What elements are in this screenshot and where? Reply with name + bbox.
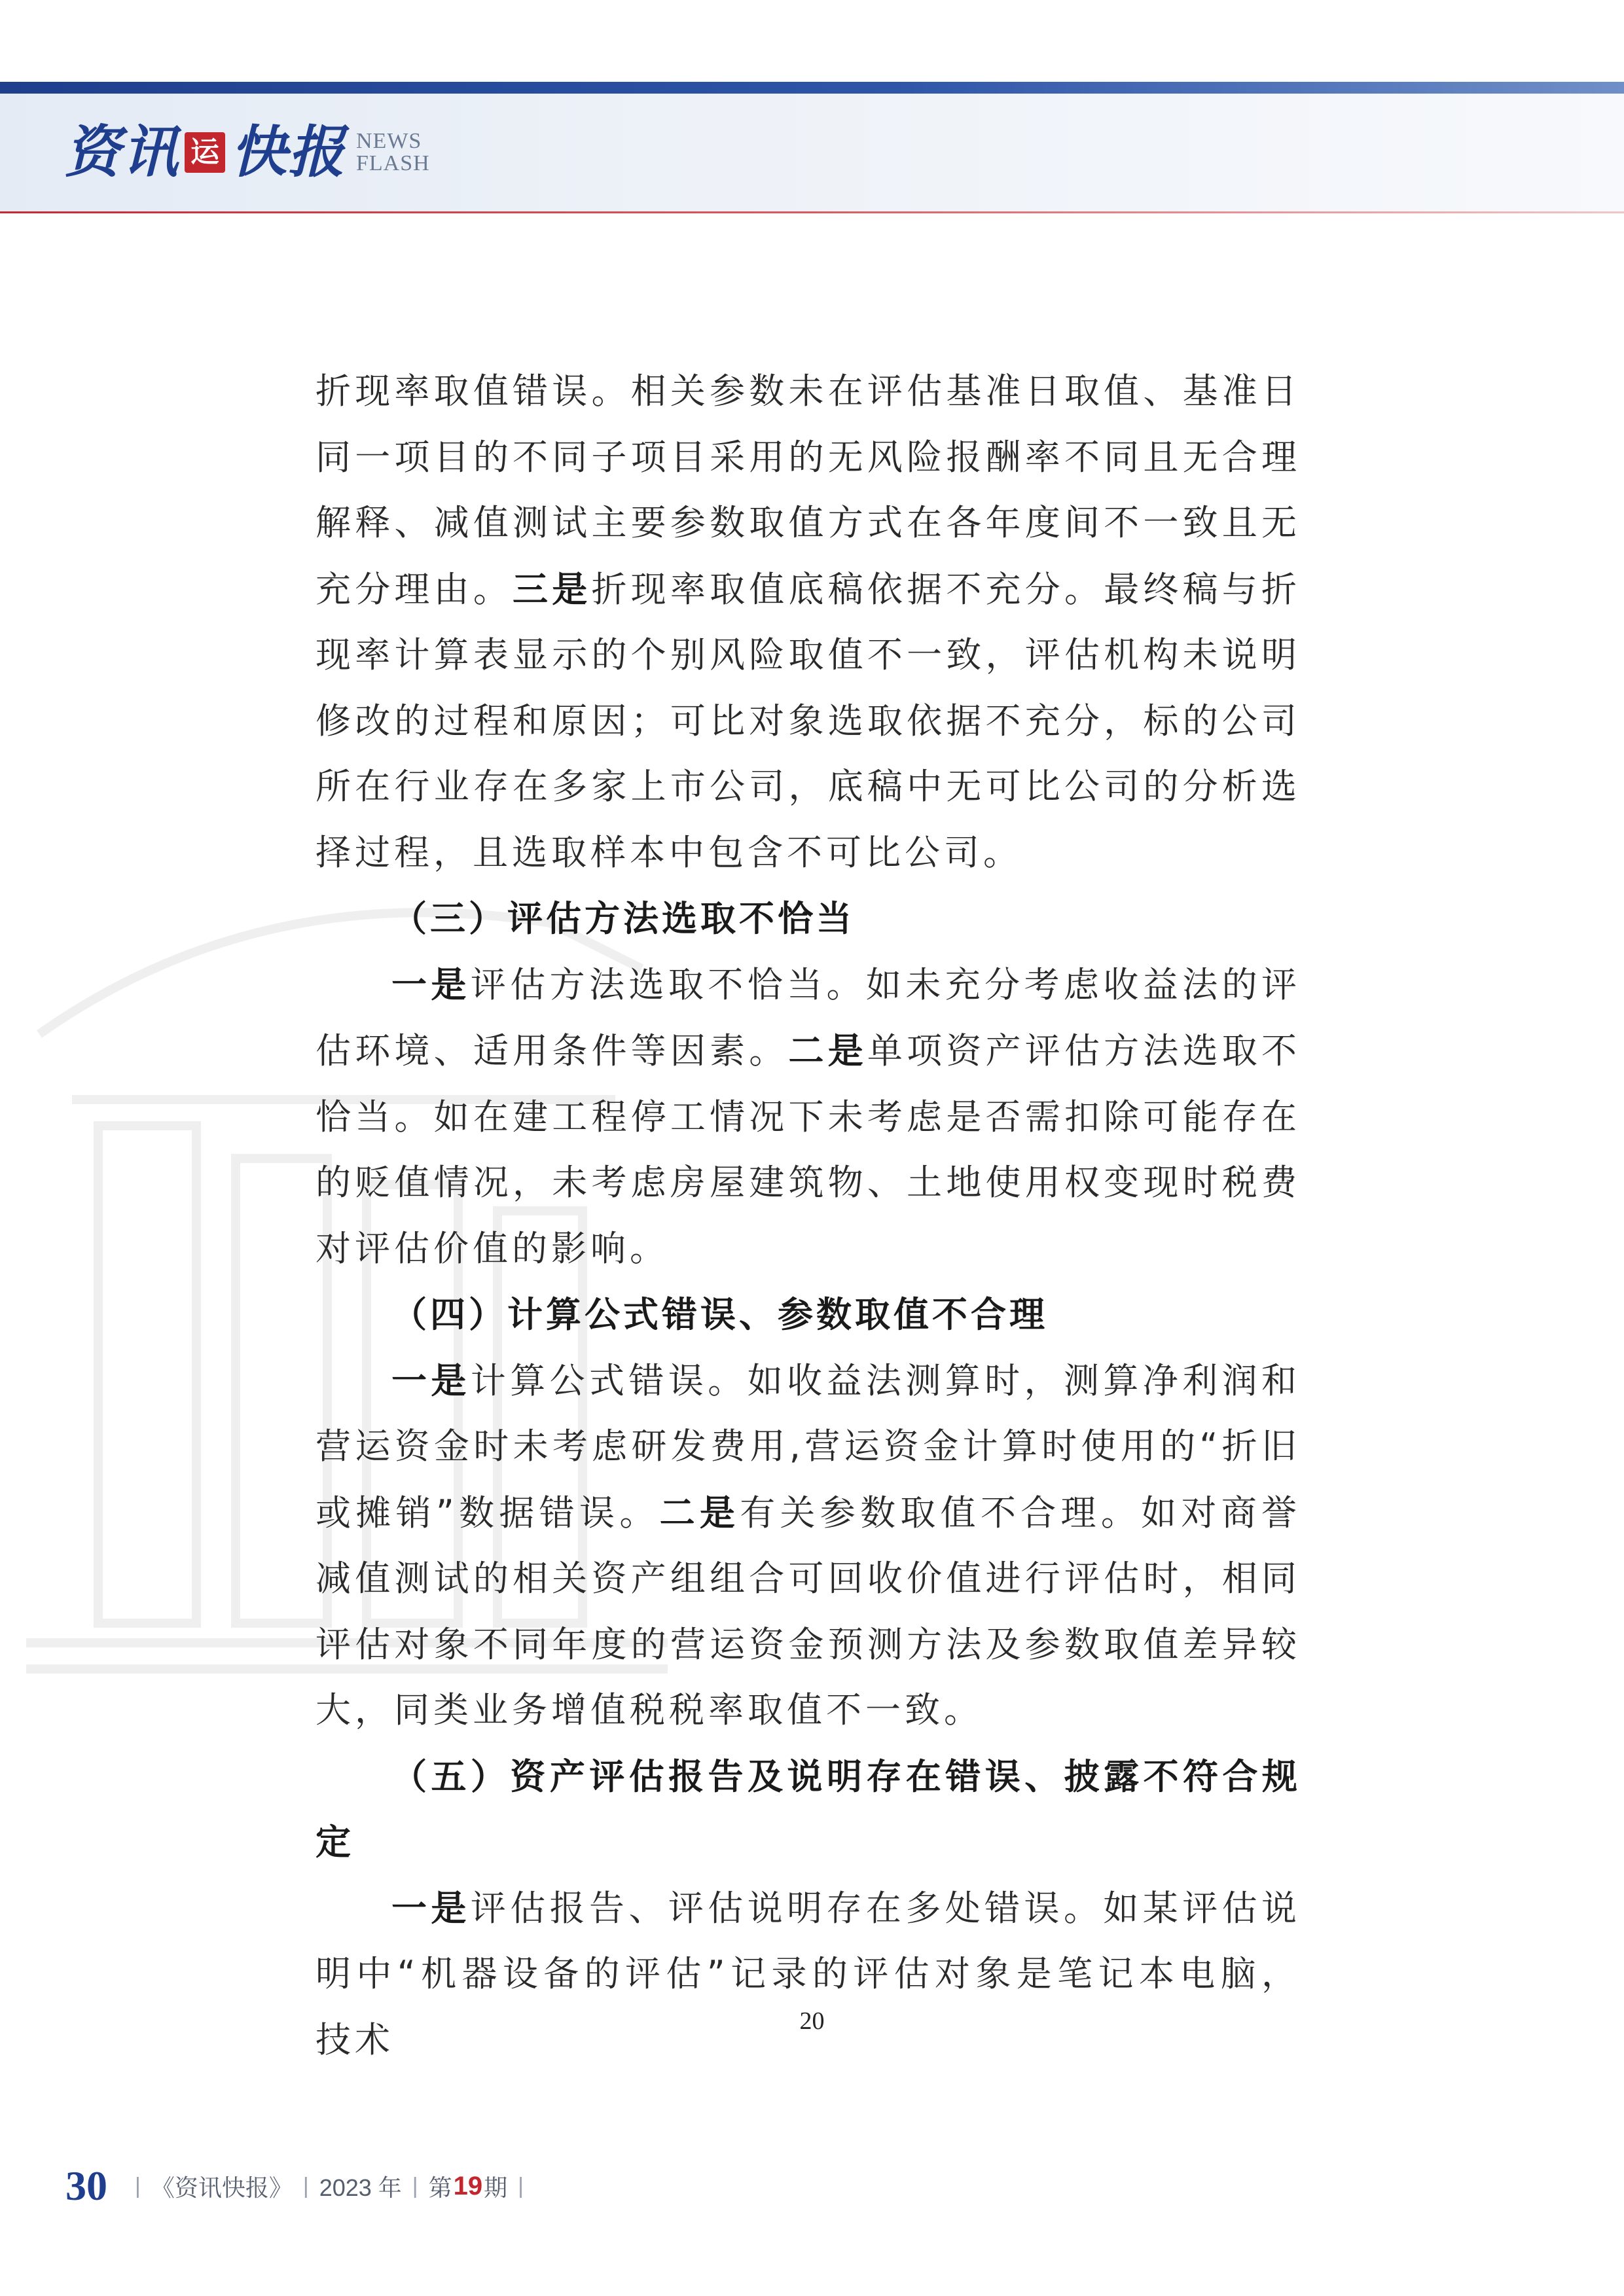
logo-news-flash xyxy=(356,130,430,175)
masthead-logo xyxy=(64,117,430,188)
footer-separator: | xyxy=(518,2173,524,2198)
header-top-bar xyxy=(0,82,1624,94)
logo-text-left: 资讯 xyxy=(64,119,179,185)
paragraph-text: 单项资产评估方法选取不恰当。如在建工程停工情况下未考虑是否需扣除可能存在的贬值情况，未考虑房屋建筑物、土地使用权变现时税费对评估价值的影响。 xyxy=(316,1030,1301,1269)
footer-year: 2023 年 xyxy=(319,2174,402,2201)
emphasis-first: 一是 xyxy=(391,1359,471,1401)
logo-text-right: 快报 xyxy=(230,119,346,185)
logo-seal-char: 运 xyxy=(190,135,219,169)
emphasis-first: 一是 xyxy=(391,963,471,1005)
article-body xyxy=(316,359,1301,2073)
footer-page-number: 30 xyxy=(65,2162,107,2209)
footer-issue-number: 19 xyxy=(453,2171,483,2200)
footer-issue-prefix: 第 xyxy=(428,2174,452,2201)
paragraph-text: 折现率取值错误。相关参数未在评估基准日取值、基准日同一项目的不同子项目采用的无风险报酬率不同且无合理解释、减值测试主要参数取值方式在各年度间不一致且无充分理由。 xyxy=(316,370,1301,610)
logo-seal-icon xyxy=(185,132,225,173)
paragraph-formula-errors xyxy=(316,1348,1301,1744)
emphasis-first: 一是 xyxy=(391,1886,471,1929)
paragraph-text: 评估报告、评估说明存在多处错误。如某评估说明中“机器设备的评估”记录的评估对象是笔记本电脑，技术 xyxy=(316,1887,1301,2060)
paragraph-text: 计算公式错误。如收益法测算时，测算净利润和营运资金时未考虑研发费用,营运资金计算时使用的“折旧或摊销”数据错误。 xyxy=(316,1359,1301,1534)
footer-separator: | xyxy=(302,2173,309,2198)
logo-news-word: NEWS xyxy=(356,129,422,153)
emphasis-third: 三是 xyxy=(513,567,592,610)
paragraph-report-errors xyxy=(316,1875,1301,2073)
header-red-rule xyxy=(0,211,1624,213)
inner-page-number: 20 xyxy=(799,2007,825,2035)
paragraph-method-selection xyxy=(316,952,1301,1282)
section-heading-4: （四）计算公式错误、参数取值不合理 xyxy=(391,1293,1048,1335)
section-heading-5: （五）资产评估报告及说明存在错误、披露不符合规定 xyxy=(316,1755,1301,1863)
section-heading-3: （三）评估方法选取不恰当 xyxy=(391,897,855,939)
emphasis-second: 二是 xyxy=(659,1491,740,1534)
logo-flash-word: FLASH xyxy=(356,151,430,175)
emphasis-second: 二是 xyxy=(788,1030,867,1071)
footer-separator: | xyxy=(135,2173,141,2198)
paragraph-text: 有关参数取值不合理。如对商誉减值测试的相关资产组组合可回收价值进行评估时，相同评估对象不同年度的营运资金预测方法及参数取值差异较大，同类业务增值税税率取值不一致。 xyxy=(316,1492,1301,1731)
footer-separator: | xyxy=(412,2173,418,2198)
footer-issue-suffix: 期 xyxy=(484,2174,508,2201)
paragraph-text: 折现率取值底稿依据不充分。最终稿与折现率计算表显示的个别风险取值不一致，评估机构未说明修改的过程和原因；可比对象选取依据不充分，标的公司所在行业存在多家上市公司，底稿中无可比公司的分析选择过程，且选取样本中包含不可比公司。 xyxy=(316,568,1301,873)
footer-publication: 《资讯快报》 xyxy=(151,2174,293,2201)
paragraph-text: 评估方法选取不恰当。如未充分考虑收益法的评估环境、适用条件等因素。 xyxy=(316,963,1301,1071)
paragraph-discount-rate xyxy=(316,359,1301,886)
page-footer xyxy=(65,2160,534,2212)
